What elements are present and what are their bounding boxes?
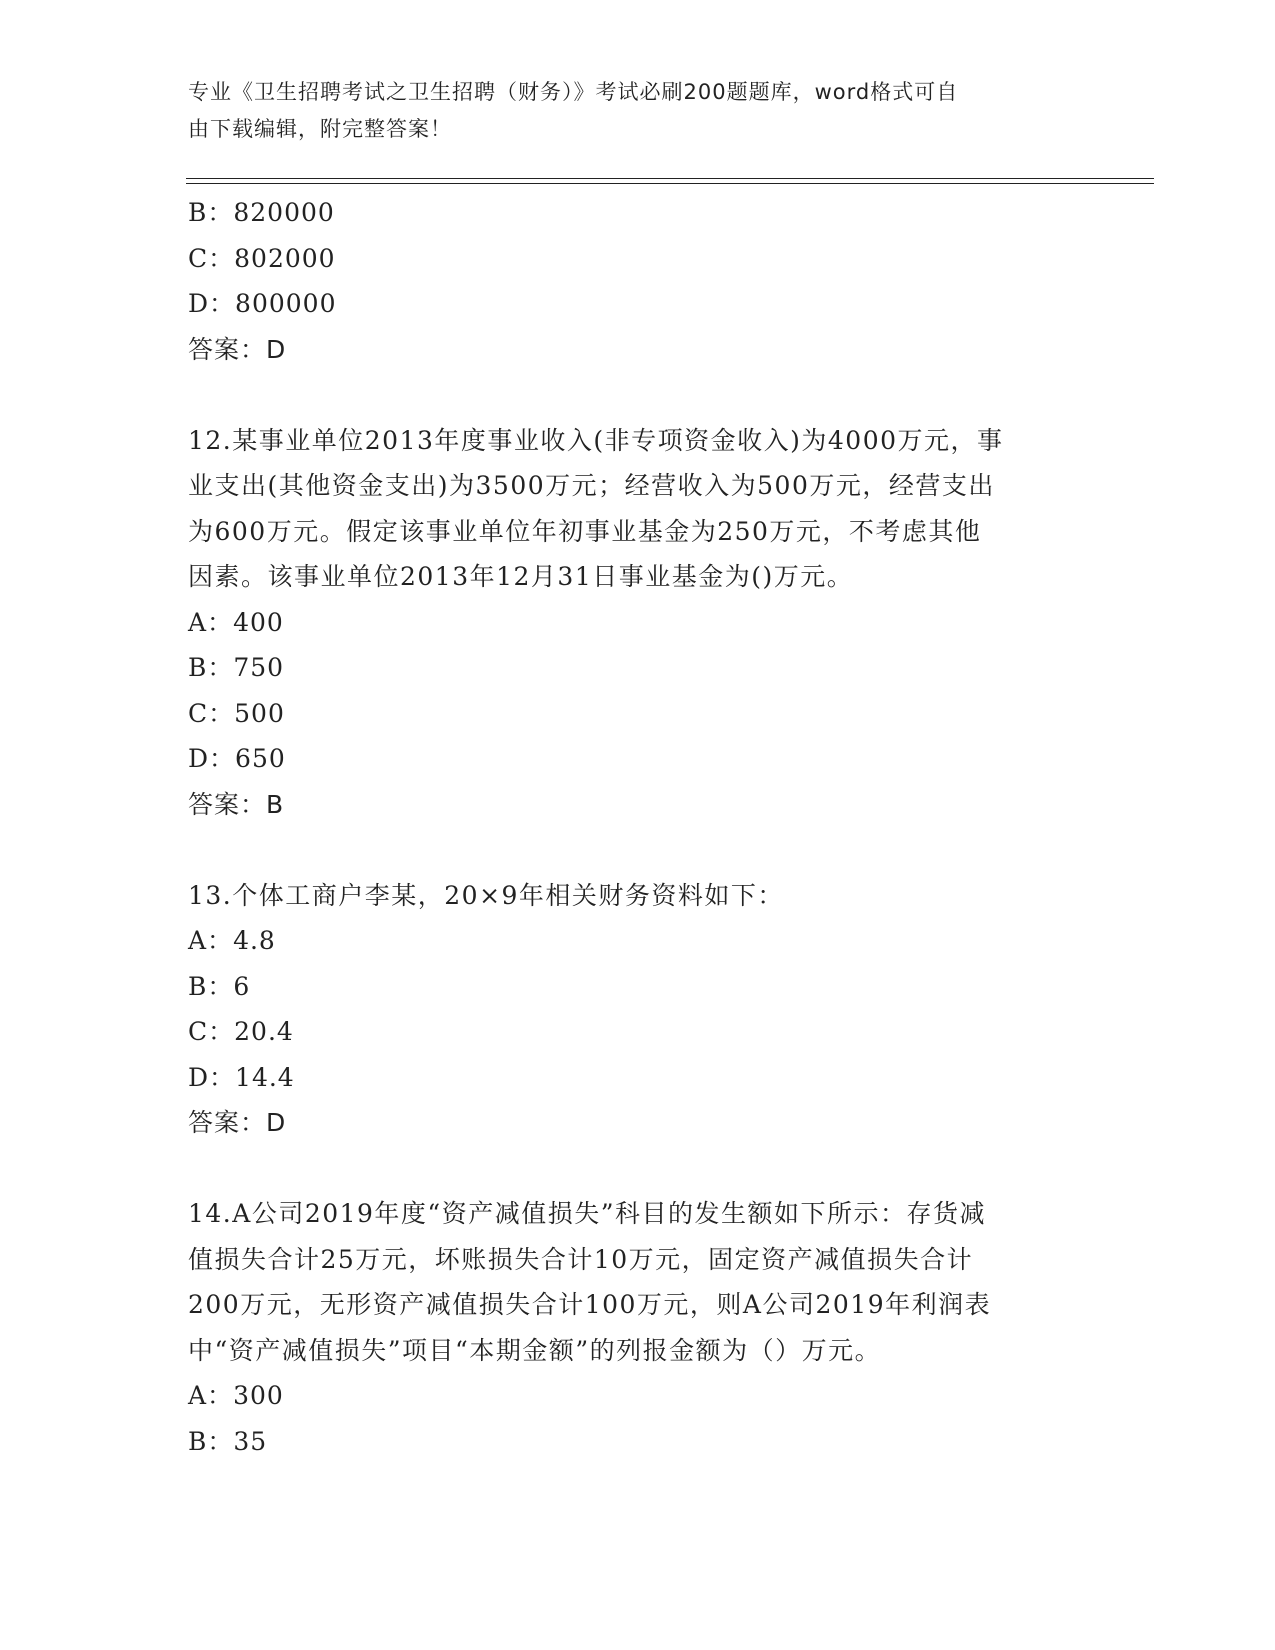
- option-d: D：14.4: [188, 1062, 295, 1092]
- option-d: D：650: [188, 744, 286, 773]
- question-text: [188, 1191, 1078, 1373]
- question-line: 业支出(其他资金支出)为3500万元；经营收入为500万元，经营支出: [188, 471, 995, 500]
- option-c: C：500: [188, 698, 285, 728]
- question-line: 为600万元。假定该事业单位年初事业基金为250万元，不考虑其他: [188, 516, 982, 546]
- question-12: [188, 418, 1078, 828]
- spacer: [188, 372, 1078, 418]
- option-c: C：20.4: [188, 1017, 294, 1046]
- answer-line: 答案：B: [188, 789, 285, 819]
- option-a: A：400: [188, 607, 284, 637]
- question-line: 12.某事业单位2013年度事业收入(非专项资金收入)为4000万元，事: [188, 425, 1004, 455]
- question-line: 200万元，无形资产减值损失合计100万元，则A公司2019年利润表: [188, 1290, 992, 1319]
- option-b: B：820000: [188, 198, 335, 227]
- question-line: 13.个体工商户李某，20×9年相关财务资料如下：: [188, 880, 784, 910]
- option-b: B：6: [188, 971, 251, 1001]
- question-line: 值损失合计25万元，坏账损失合计10万元，固定资产减值损失合计: [188, 1244, 974, 1274]
- question-text: [188, 873, 1078, 919]
- header-rule-top: [186, 178, 1154, 179]
- option-a: A：300: [188, 1381, 284, 1410]
- prev-question: [188, 190, 1078, 372]
- question-line: 因素。该事业单位2013年12月31日事业基金为()万元。: [188, 562, 854, 591]
- answer-line: 答案：D: [188, 1108, 287, 1137]
- option-c: C：802000: [188, 243, 336, 273]
- header-line-1: 专业《卫生招聘考试之卫生招聘（财务）》考试必刷200题题库，word格式可自: [188, 80, 959, 104]
- answer-line: 答案：D: [188, 334, 287, 364]
- question-text: [188, 418, 1078, 600]
- question-line: 14.A公司2019年度“资产减值损失”科目的发生额如下所示：存货减: [188, 1199, 986, 1228]
- question-content: [188, 190, 1078, 1464]
- question-line: 中“资产减值损失”项目“本期金额”的列报金额为（）万元。: [188, 1335, 882, 1365]
- header-line-2: 由下载编辑，附完整答案！: [188, 117, 452, 141]
- question-14: [188, 1191, 1078, 1464]
- spacer: [188, 827, 1078, 873]
- option-a: A：4.8: [188, 926, 276, 955]
- question-13: [188, 873, 1078, 1146]
- option-b: B：750: [188, 653, 285, 682]
- option-d: D：800000: [188, 289, 337, 318]
- header-rule-bottom: [186, 183, 1154, 184]
- spacer: [188, 1146, 1078, 1192]
- page-header: [188, 74, 1068, 148]
- option-b: B：35: [188, 1426, 268, 1456]
